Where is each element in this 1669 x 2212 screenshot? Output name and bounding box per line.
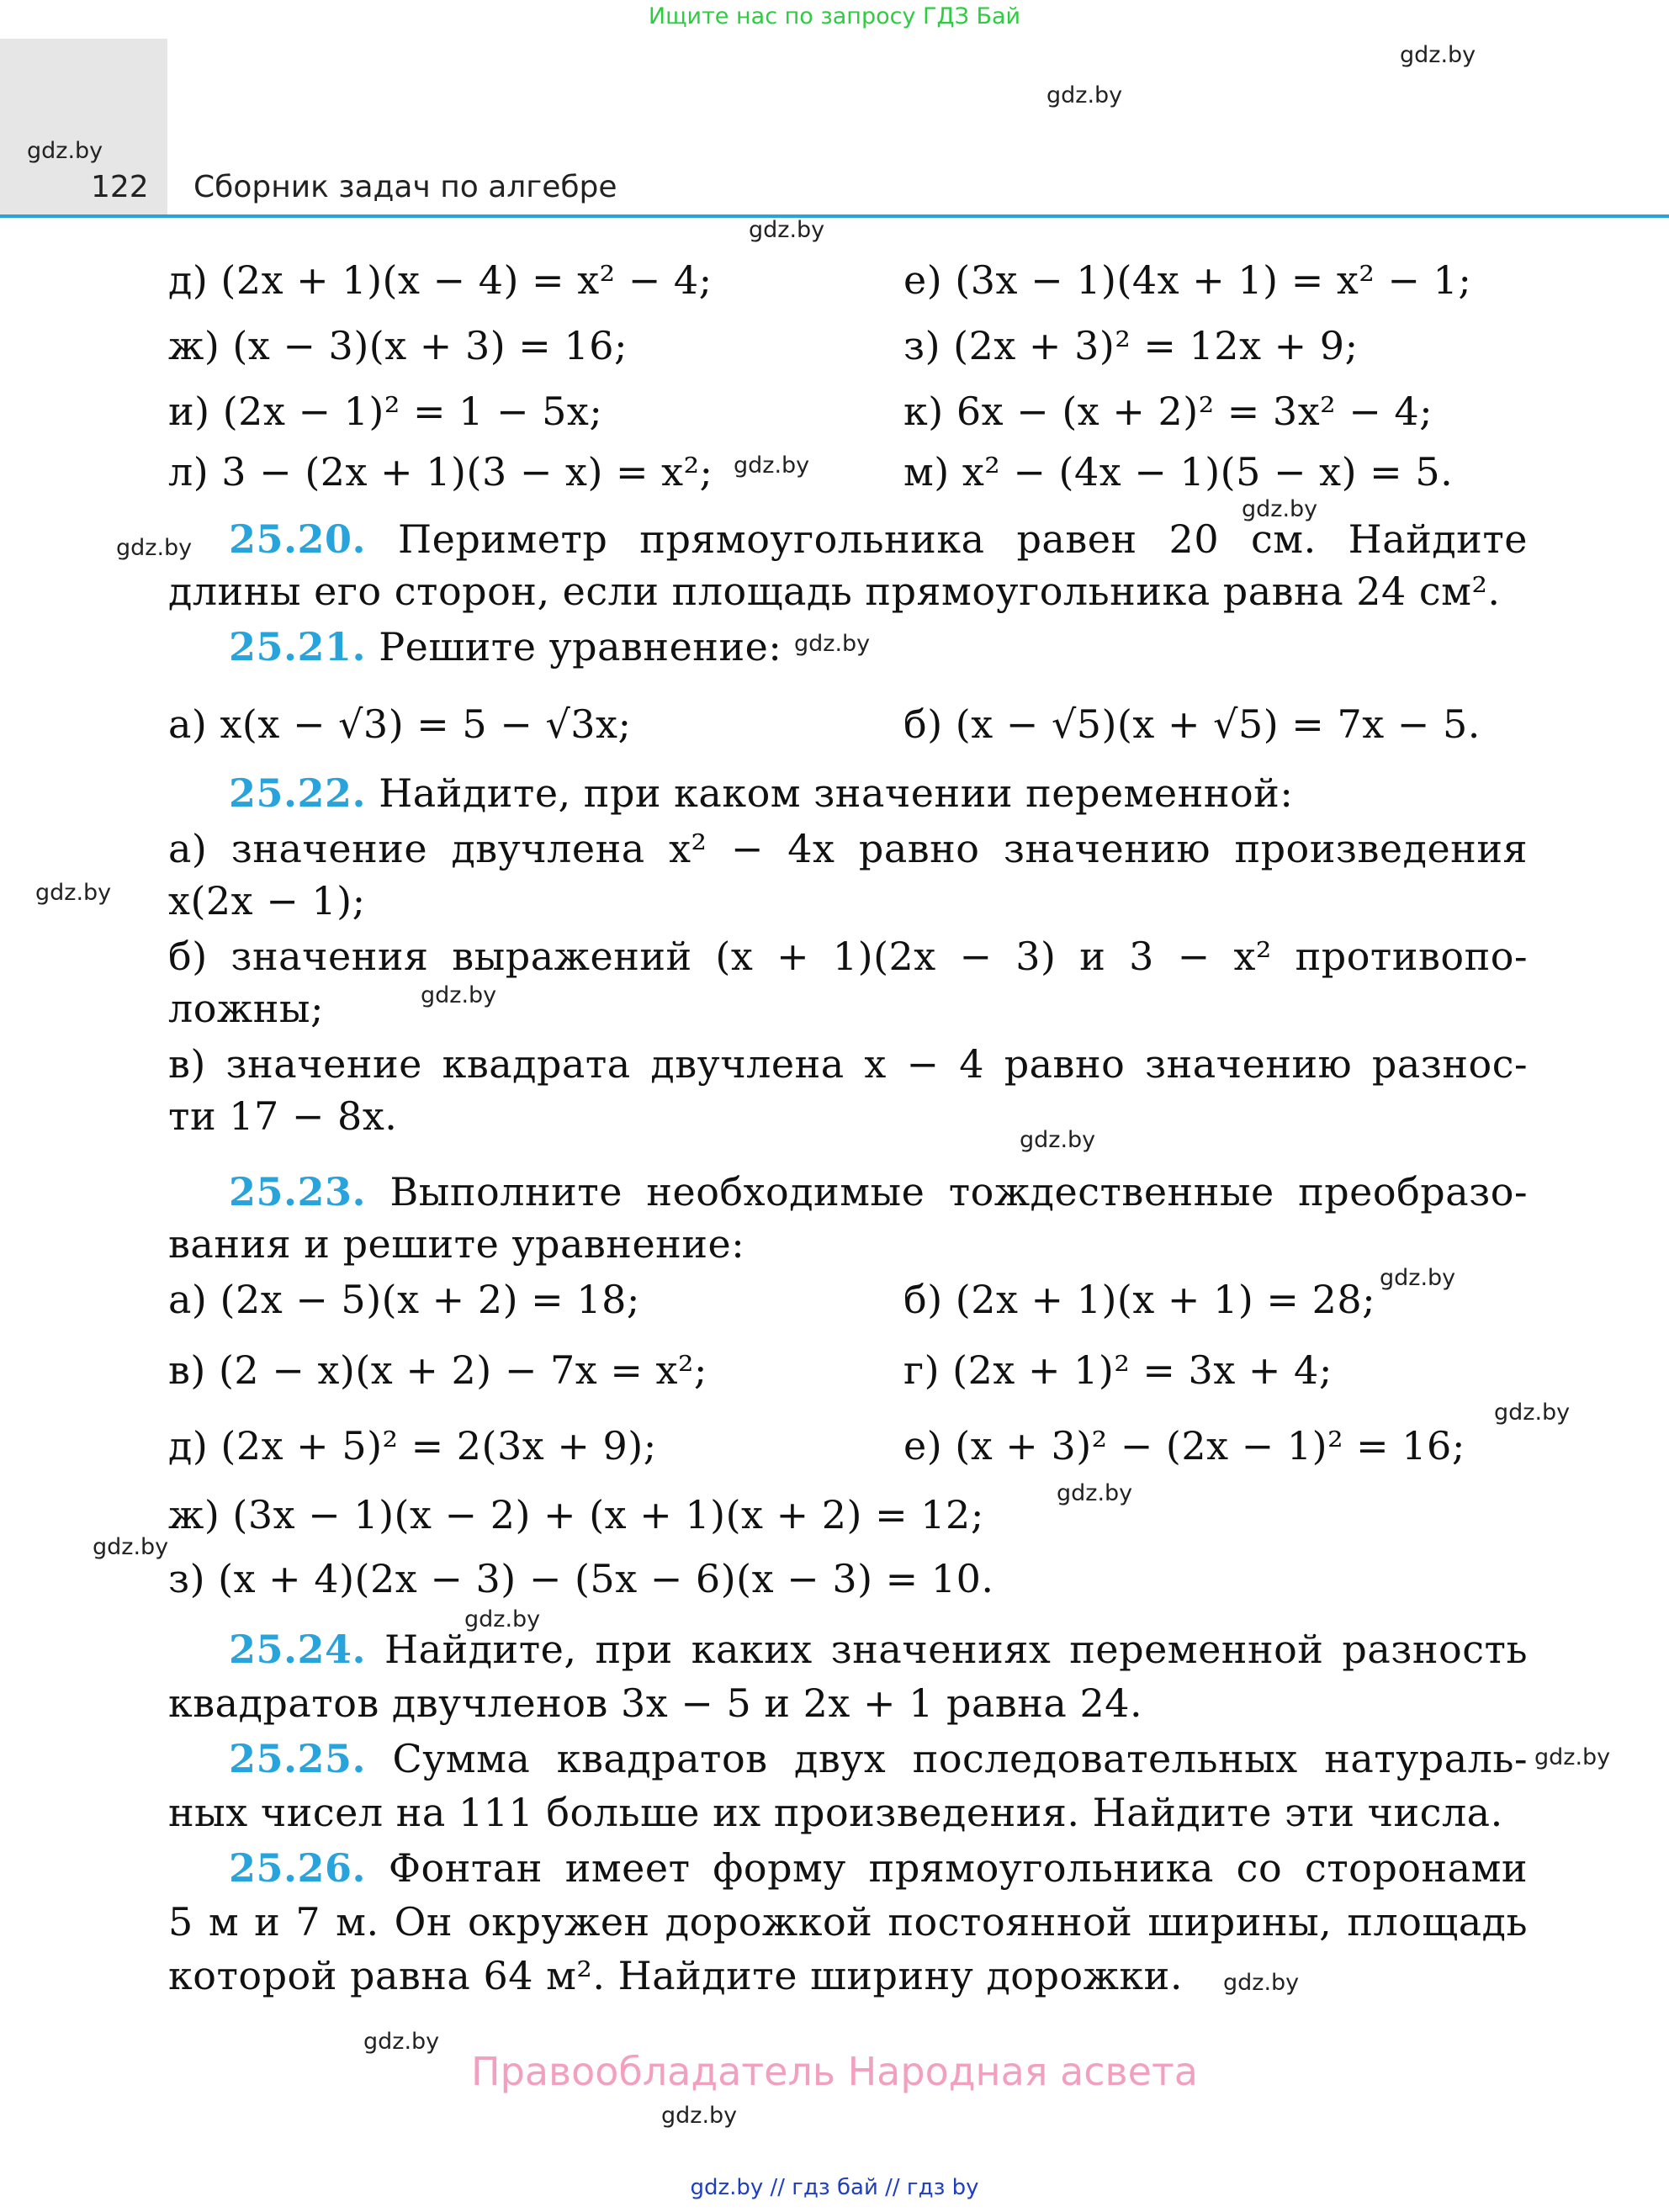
equation-25-23-b: б) (2x + 1)(x + 1) = 28; (903, 1277, 1376, 1322)
problem-25-22-a2: x(2x − 1); (168, 878, 366, 923)
page-number: 122 (91, 170, 149, 204)
problem-number: 25.20. (229, 516, 367, 562)
watermark: gdz.by (464, 1606, 541, 1633)
watermark: gdz.by (1494, 1400, 1571, 1426)
equation-25-23-zh: ж) (3x − 1)(x − 2) + (x + 1)(x + 2) = 12; (168, 1492, 984, 1537)
book-title: Сборник задач по алгебре (193, 170, 617, 204)
problem-25-25-line1: 25.25. Сумма квадратов двух последовательных натураль- (229, 1736, 1528, 1781)
problem-25-22-b1: б) значения выражений (x + 1)(2x − 3) и 3 − x² противопо- (168, 934, 1528, 979)
problem-25-26-line1: 25.26. Фонтан имеет форму прямоугольника со сторонами (229, 1845, 1529, 1891)
equation-25-21-a: а) x(x − √3) = 5 − √3x; (168, 701, 632, 747)
watermark: gdz.by (1057, 1480, 1133, 1506)
watermark: gdz.by (421, 982, 497, 1008)
watermark: gdz.by (1046, 82, 1123, 108)
watermark: gdz.by (749, 217, 825, 243)
watermark: gdz.by (1242, 496, 1318, 522)
equation-25-23-v: в) (2 − x)(x + 2) − 7x = x²; (168, 1347, 707, 1393)
problem-number: 25.24. (229, 1627, 367, 1672)
equation-25-23-a: а) (2x − 5)(x + 2) = 18; (168, 1277, 640, 1322)
problem-25-24-line2: квадратов двучленов 3x − 5 и 2x + 1 равна 24. (168, 1680, 1143, 1726)
equation-i: и) (2x − 1)² = 1 − 5x; (168, 389, 603, 434)
equation-25-23-z: з) (x + 4)(2x − 3) − (5x − 6)(x − 3) = 10. (168, 1556, 994, 1601)
watermark: gdz.by (35, 880, 112, 906)
watermark: gdz.by (661, 2103, 738, 2129)
problem-25-23-line2: вания и решите уравнение: (168, 1221, 745, 1267)
top-banner: Ищите нас по запросу ГДЗ Бай (648, 3, 1021, 29)
problem-number: 25.25. (229, 1736, 367, 1781)
equation-25-23-g: г) (2x + 1)² = 3x + 4; (903, 1347, 1333, 1393)
watermark: gdz.by (93, 1534, 169, 1560)
problem-25-22-a1: а) значение двучлена x² − 4x равно значению произведения (168, 826, 1528, 871)
watermark: gdz.by (1223, 1970, 1300, 1996)
equation-m: м) x² − (4x − 1)(5 − x) = 5. (903, 449, 1454, 495)
equation-25-21-b: б) (x − √5)(x + √5) = 7x − 5. (903, 701, 1481, 747)
problem-25-22-c1: в) значение квадрата двучлена x − 4 равно значению разнос- (168, 1041, 1528, 1087)
equation-25-23-e: е) (x + 3)² − (2x − 1)² = 16; (903, 1423, 1465, 1468)
watermark: gdz.by (27, 138, 103, 164)
equation-z: з) (2x + 3)² = 12x + 9; (903, 323, 1359, 368)
problem-25-22-c2: ти 17 − 8x. (168, 1093, 398, 1139)
equation-d: д) (2x + 1)(x − 4) = x² − 4; (168, 257, 713, 303)
problem-number: 25.22. (229, 770, 367, 816)
footer-links: gdz.by // гдз бай // гдз by (690, 2175, 979, 2200)
problem-25-26-line3: которой равна 64 м². Найдите ширину дорожки. (168, 1953, 1183, 1998)
watermark: gdz.by (363, 2029, 440, 2055)
header-rule (0, 214, 1669, 218)
problem-number: 25.23. (229, 1169, 367, 1214)
watermark: gdz.by (1020, 1127, 1096, 1153)
problem-25-23-line1: 25.23. Выполните необходимые тождественные преобразо- (229, 1169, 1528, 1214)
watermark: gdz.by (734, 452, 810, 479)
watermark: gdz.by (1380, 1265, 1456, 1291)
problem-25-20-line2: длины его сторон, если площадь прямоугольника равна 24 см². (168, 569, 1501, 614)
problem-25-24-line1: 25.24. Найдите, при каких значениях переменной разность (229, 1627, 1528, 1672)
problem-25-21: 25.21. Решите уравнение: (229, 624, 782, 669)
problem-25-25-line2: ных чисел на 111 больше их произведения. Найдите эти числа. (168, 1790, 1503, 1835)
equation-e: е) (3x − 1)(4x + 1) = x² − 1; (903, 257, 1472, 303)
copyright-notice: Правообладатель Народная асвета (471, 2049, 1198, 2094)
problem-number: 25.21. (229, 624, 367, 669)
watermark: gdz.by (116, 535, 193, 561)
equation-25-23-d: д) (2x + 5)² = 2(3x + 9); (168, 1423, 657, 1468)
problem-25-22-b2: ложны; (168, 986, 325, 1031)
watermark: gdz.by (1534, 1744, 1611, 1770)
watermark: gdz.by (1400, 42, 1476, 68)
equation-l: л) 3 − (2x + 1)(3 − x) = x²; (168, 449, 713, 495)
problem-number: 25.26. (229, 1845, 367, 1891)
watermark: gdz.by (794, 631, 871, 657)
problem-25-26-line2: 5 м и 7 м. Он окружен дорожкой постоянной ширины, площадь (168, 1899, 1528, 1945)
equation-k: к) 6x − (x + 2)² = 3x² − 4; (903, 389, 1433, 434)
equation-zh: ж) (x − 3)(x + 3) = 16; (168, 323, 628, 368)
problem-25-20-line1: 25.20. Периметр прямоугольника равен 20 см. Найдите (229, 516, 1529, 562)
problem-25-22: 25.22. Найдите, при каком значении переменной: (229, 770, 1294, 816)
